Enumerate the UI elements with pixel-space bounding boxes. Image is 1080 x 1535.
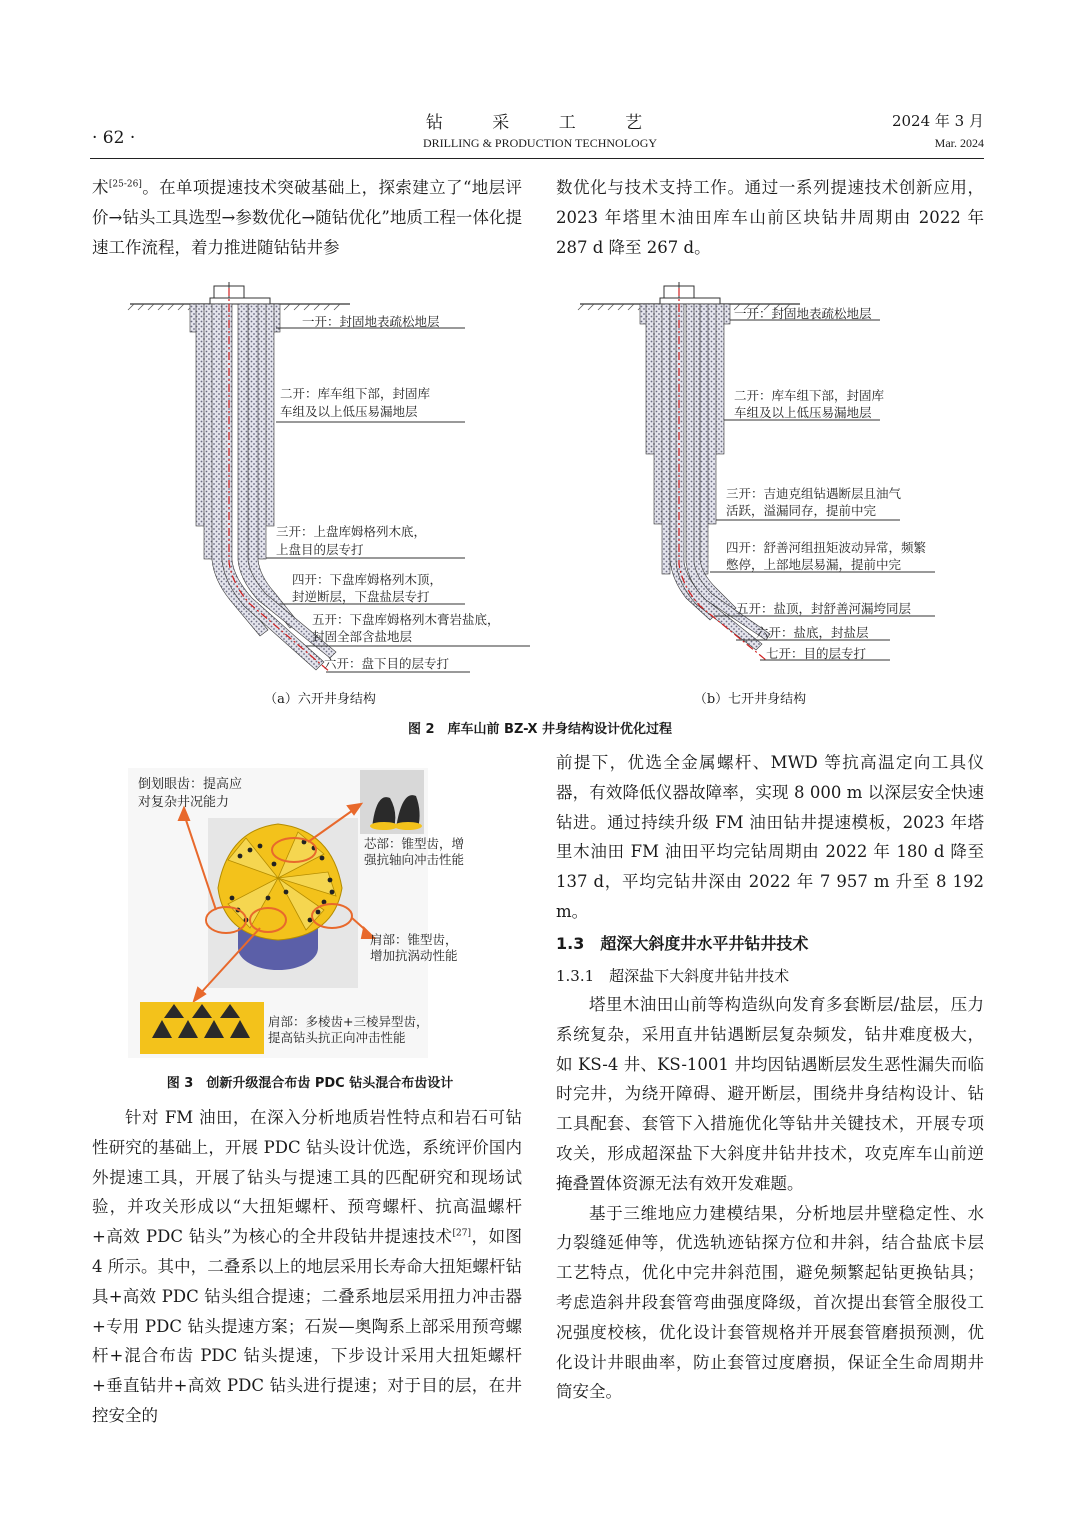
bottom-right-paragraph-2: 塔里木油田山前等构造纵向发育多套断层/盐层，压力系统复杂，采用直井钻遇断层复杂频发，钻井难度极大，如 KS-4 井、KS-1001 井均因钻遇断层发生恶性漏失而临时完井，为绕开障碍、避开断层，围绕井身结构设计、钻工具配套、套管下入措施优化等钻井关键技术，开展专项攻关，形成超深盐下大斜度井钻井技术，攻克库车山前逆掩叠置体资源无法有效开发难题。 基于三维地应力建模结果，分析地层井壁稳定性、水力裂缝延伸等，优选轨迹钻探方位和井斜，结合盐底卡层工艺特点，优化中完井斜范围，避免频繁起钻更换钻具；考虑造斜井段套管弯曲强度降级，首次提出套管全服役工况强度校核，优化设计套管规格并开展套管磨损预测，优化设计井眼曲率，防止套管过度磨损，保证全生命周期井筒安全。	[556, 995, 984, 1402]
well-b-label-5: 五开：盐顶，封舒善河漏垮同层	[736, 601, 912, 616]
bit-ann-1a: 倒划眼齿：提高应	[138, 777, 243, 792]
top-left-paragraph: 术[25-26]。在单项提速技术突破基础上，探索建立了“地层评价→钻头工具选型→参数优化→随钻优化”地质工程一体化提速工作流程，着力推进随钻钻井参	[92, 178, 523, 257]
citation: [25-26]	[108, 179, 142, 190]
well-a-label-1: 一开：封固地表疏松地层	[302, 314, 440, 329]
figure-3-caption: 图 3 创新升级混合布齿 PDC 钻头混合布齿设计	[166, 1076, 454, 1091]
journal-title: 钻 采 工 艺	[425, 113, 665, 133]
well-a-label-3b: 上盘目的层专打	[276, 542, 364, 557]
bottom-left-paragraph: 针对 FM 油田，在深入分析地质岩性特点和岩石可钻性研究的基础上，开展 PDC 钻头设计优选，系统评价国内外提速工具，开展了钻头与提速工具的匹配研究和现场试验，并攻关形成以“大扭矩螺杆、预弯螺杆、抗高温螺杆+高效 PDC 钻头”为核心的全井段钻井提速技术[27]，如图 4 所示。其中，二叠系以上的地层采用长寿命大扭矩螺杆钻具+高效 PDC 钻头组合提速；二叠系地层采用扭力冲击器+专用 PDC 钻头提速方案；石炭—奥陶系上部采用预弯螺杆+混合布齿 PDC 钻头提速，下步设计采用大扭矩螺杆+垂直钻井+高效 PDC 钻头进行提速；对于目的层，在井控安全的	[92, 1108, 522, 1425]
bit-ann-2b: 强抗轴向冲击性能	[364, 852, 465, 867]
well-b-label-6: 六开：盐底，封盐层	[756, 625, 869, 640]
well-b	[578, 282, 935, 661]
top-right-paragraph: 数优化与技术支持工作。通过一系列提速技术创新应用，2023 年塔里木油田库车山前区块钻井周期由 2022 年 287 d 降至 267 d。	[556, 178, 984, 257]
bit-ann-3a: 肩部：锥型齿，	[370, 932, 458, 947]
issue-date: 2024 年 3 月	[891, 112, 984, 130]
page-number: · 62 ·	[92, 128, 136, 148]
well-a-label-4b: 封逆断层，下盘盐层专打	[292, 589, 430, 604]
citation: [27]	[452, 1228, 472, 1239]
well-b-label-7: 七开：目的层专打	[766, 646, 867, 661]
well-a-label-5b: 封固全部含盐地层	[312, 629, 413, 644]
well-a-label-3a: 三开：上盘库姆格列木底，	[276, 524, 427, 539]
figure-3-bit-image	[128, 768, 465, 1058]
well-b-label-4b: 憋停，上部地层易漏，提前中完	[726, 557, 902, 572]
figure-2a-caption: （a）六开井身结构	[264, 692, 376, 707]
well-b-label-3b: 活跃，溢漏同存，提前中完	[726, 503, 877, 518]
well-b-label-1: 一开：封固地表疏松地层	[734, 306, 872, 321]
figure-2-caption: 图 2 库车山前 BZ-X 井身结构设计优化过程	[407, 722, 673, 737]
well-b-label-4a: 四开：舒善河组扭矩波动异常，频繁	[726, 540, 927, 555]
bottom-right-paragraph-1: 前提下，优选全金属螺杆、MWD 等抗高温定向工具仪器，有效降低仪器故障率，实现 8 000 m 以深层安全快速钻进。通过持续升级 FM 油田钻井提速模板，2023 年塔里木油田 FM 油田平均完钻周期由 2022 年 180 d 降至 137 d，平均完钻井深由 2022 年 7 957 m 升至 8 192 m。	[556, 753, 984, 921]
well-a-label-2b: 车组及以上低压易漏地层	[280, 404, 418, 419]
well-b-label-2b: 车组及以上低压易漏地层	[734, 405, 872, 420]
well-b-label-2a: 二开：库车组下部，封固库	[734, 388, 885, 403]
well-a-label-5a: 五开：下盘库姆格列木膏岩盐底，	[312, 612, 500, 627]
subsection-heading: 1.3.1 超深盐下大斜度井钻井技术	[556, 967, 790, 985]
bit-ann-1b: 对复杂井况能力	[138, 795, 230, 810]
bit-ann-4a: 肩部：多棱齿+三棱异型齿，	[268, 1014, 429, 1029]
header-rule	[90, 158, 984, 159]
issue-date-en: Mar. 2024	[934, 136, 984, 150]
section-heading: 1.3 超深大斜度井水平井钻井技术	[556, 934, 809, 953]
bit-ann-2a: 芯部：锥型齿，增	[364, 836, 465, 851]
well-a-label-2a: 二开：库车组下部，封固库	[280, 386, 431, 401]
well-a-label-6: 六开：盘下目的层专打	[324, 656, 450, 671]
figure-2b-caption: （b）七开井身结构	[693, 692, 807, 707]
bit-ann-4b: 提高钻头抗正向冲击性能	[268, 1030, 406, 1045]
well-b-label-3a: 三开：吉迪克组钻遇断层且油气	[726, 486, 902, 501]
figure-2-diagram	[120, 280, 970, 680]
well-a-label-4a: 四开：下盘库姆格列木顶，	[292, 572, 443, 587]
well-a	[128, 282, 530, 672]
bit-ann-3b: 增加抗涡动性能	[370, 948, 458, 963]
journal-title-en: DRILLING & PRODUCTION TECHNOLOGY	[422, 136, 658, 150]
